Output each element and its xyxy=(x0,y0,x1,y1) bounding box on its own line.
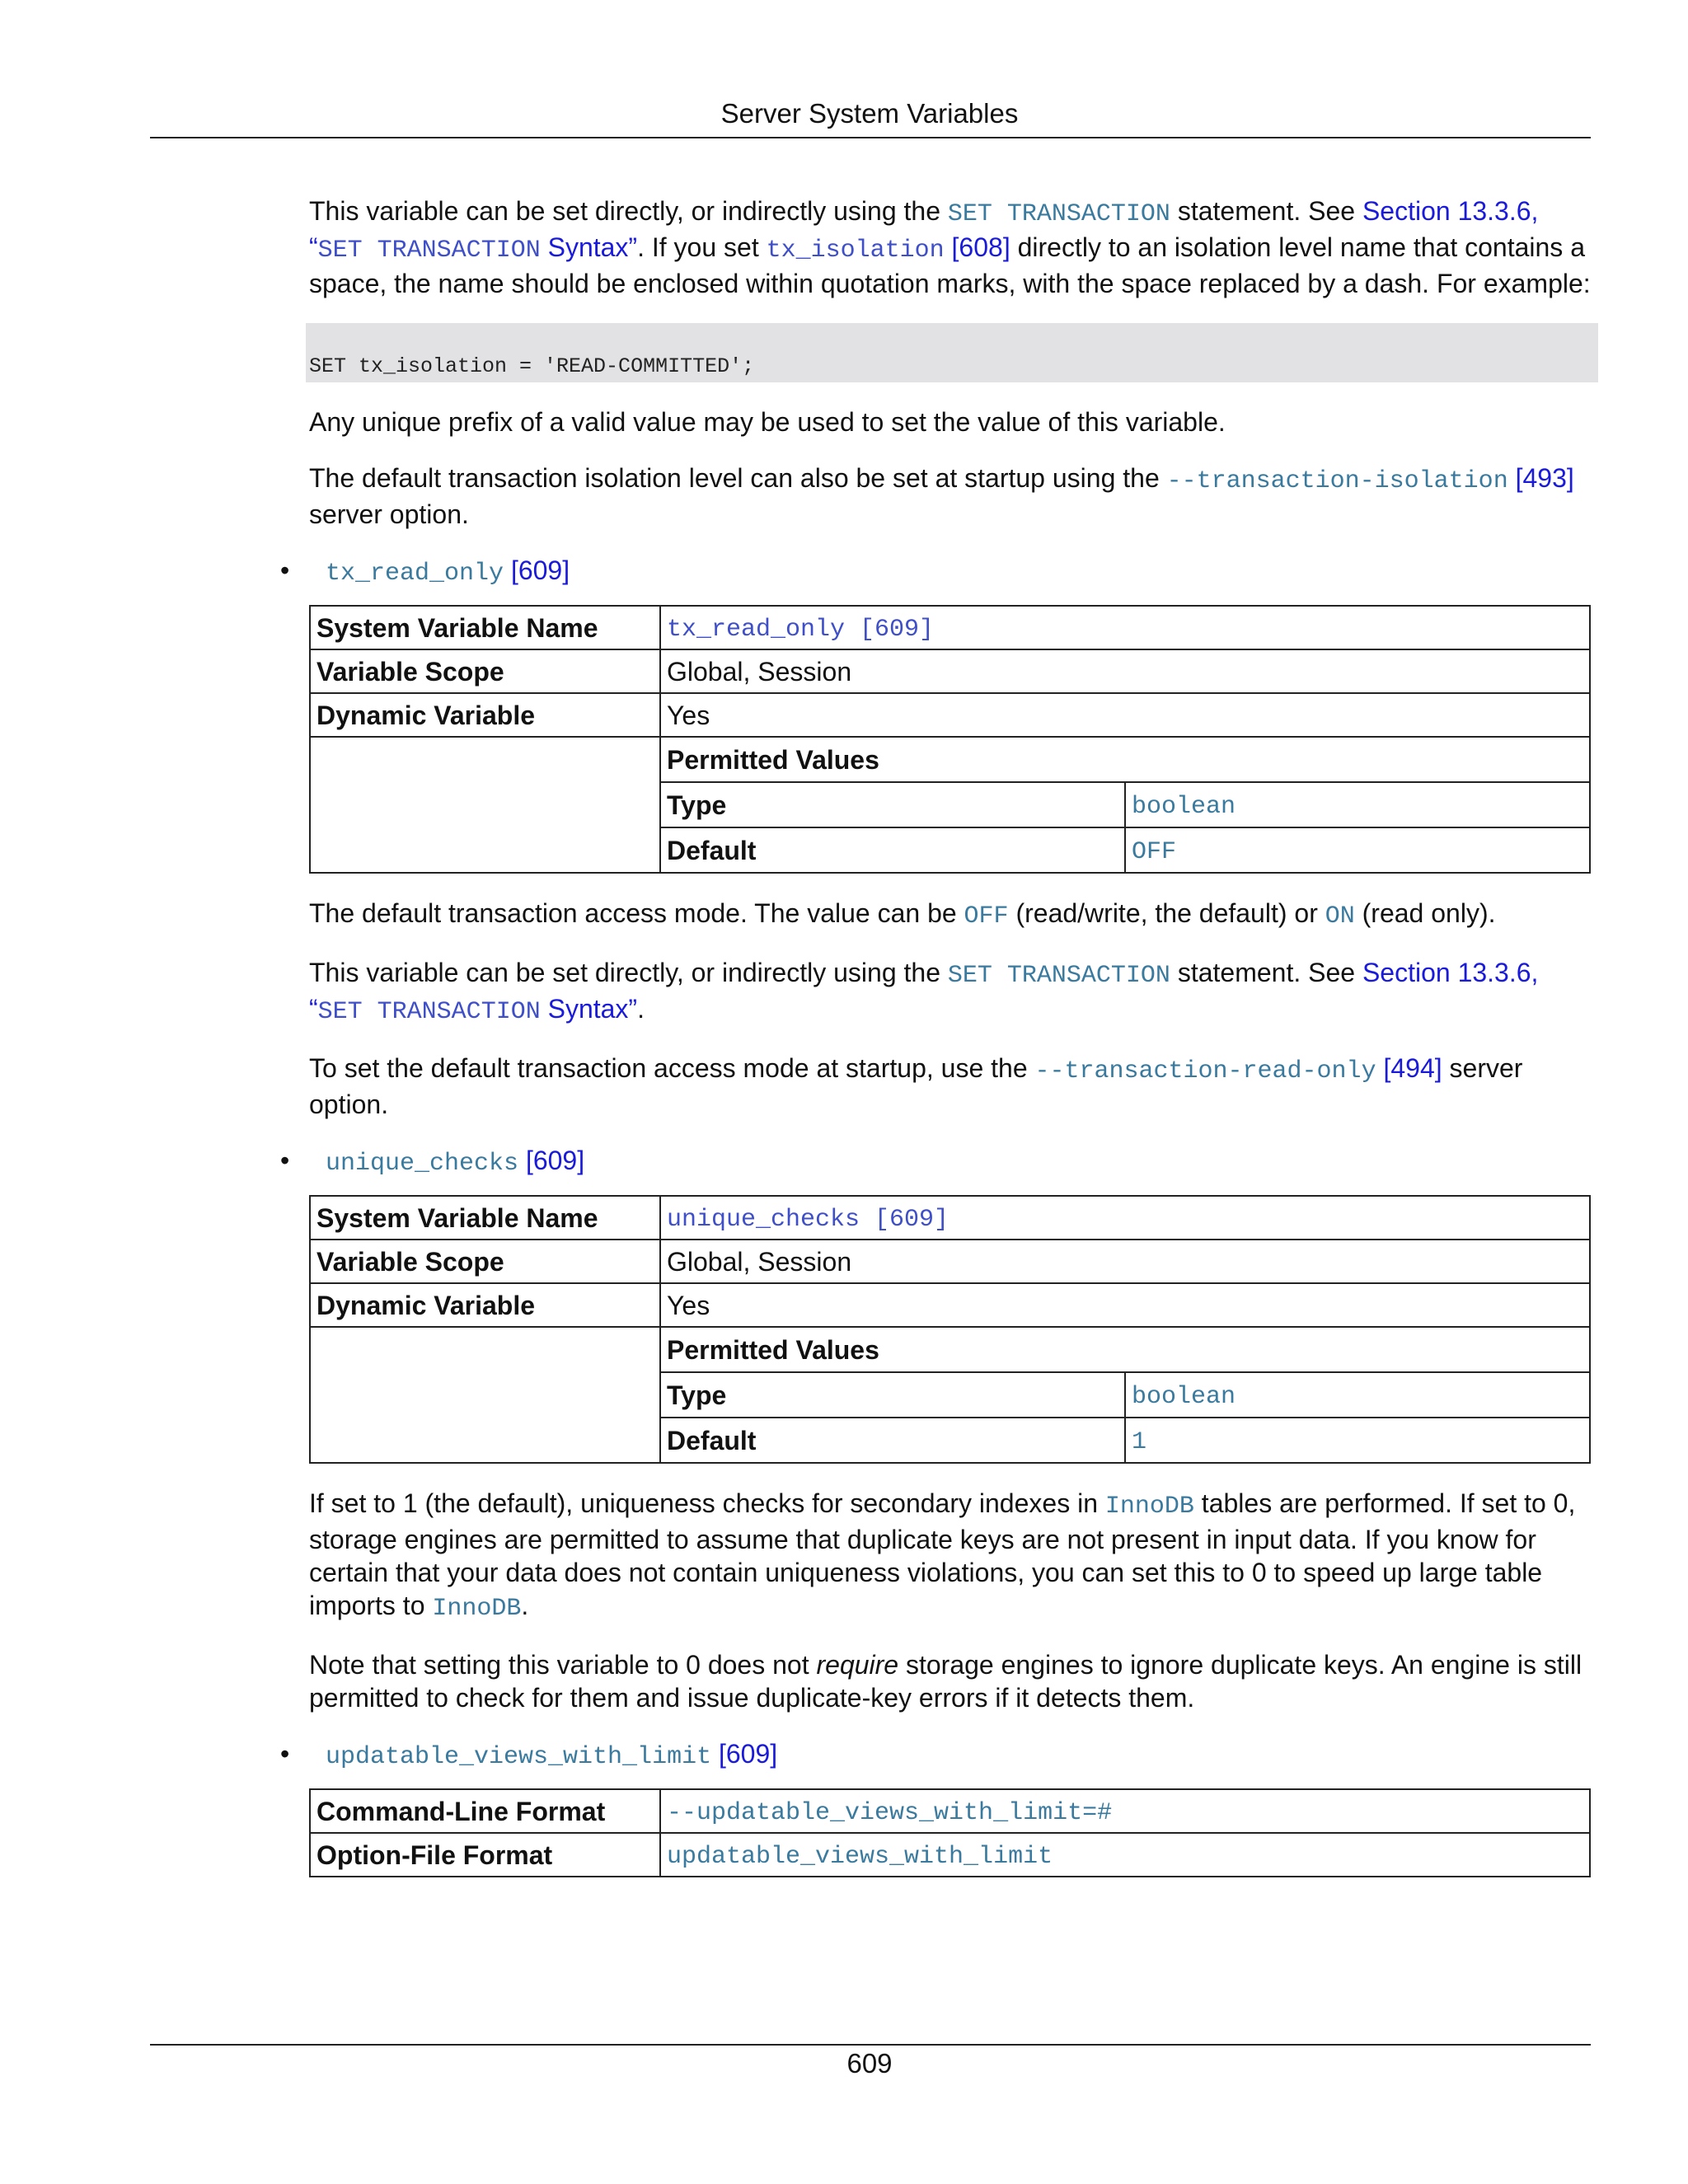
startup-paragraph: The default transaction isolation level can also be set at startup using the --transaction-isolation [493] server option. xyxy=(309,463,1574,529)
list-item xyxy=(280,1737,1595,1774)
variable-link[interactable]: unique_checks [609] xyxy=(667,1205,950,1234)
description-paragraph: This variable can be set directly, or indirectly using the SET TRANSACTION statement. See Section 13.3.6, “SET TRANSACTION Syntax”. xyxy=(309,958,1539,1026)
table-value: Yes xyxy=(660,1283,1590,1327)
table-label: Type xyxy=(661,1372,1125,1418)
page-ref-link[interactable]: [493] xyxy=(1515,463,1574,493)
code-inline: InnoDB xyxy=(1104,1493,1194,1521)
empty-cell xyxy=(310,1327,660,1463)
table-row xyxy=(310,1327,1590,1463)
option-link[interactable]: --transaction-read-only xyxy=(1034,1057,1376,1085)
description-paragraph: To set the default transaction access mode at startup, use the --transaction-read-only [494] server option. xyxy=(309,1053,1523,1119)
page-header-title: Server System Variables xyxy=(720,98,1019,129)
table-row xyxy=(310,606,1590,649)
table-row xyxy=(310,1283,1590,1327)
table-label: Command-Line Format xyxy=(310,1789,660,1833)
footer-rule xyxy=(150,2044,1591,2046)
description-paragraph: Note that setting this variable to 0 does not require storage engines to ignore duplicate keys. An engine is still permitted to check for them and issue duplicate-key errors if it detects them. xyxy=(309,1650,1582,1713)
table-value: Global, Session xyxy=(660,1240,1590,1283)
table-value: updatable_views_with_limit xyxy=(660,1833,1590,1877)
header-rule xyxy=(150,137,1591,138)
bullet-icon: • xyxy=(280,555,290,585)
table-row xyxy=(310,1789,1590,1833)
table-row xyxy=(310,737,1590,873)
variable-term[interactable]: unique_checks xyxy=(326,1150,519,1178)
page-ref-link[interactable]: [609] xyxy=(510,555,570,585)
permitted-values-cell xyxy=(660,737,1590,873)
variable-table xyxy=(309,1195,1591,1464)
description-paragraph: The default transaction access mode. The value can be OFF (read/write, the default) or ON (read only). xyxy=(309,898,1496,930)
table-label: System Variable Name xyxy=(310,1196,660,1240)
table-label: Default xyxy=(661,1418,1125,1462)
variable-link[interactable]: tx_read_only [609] xyxy=(667,615,935,644)
table-row xyxy=(310,1196,1590,1240)
variable-link[interactable]: tx_isolation xyxy=(766,237,945,265)
permitted-values-cell xyxy=(660,1327,1590,1463)
bullet-icon: • xyxy=(280,1146,290,1175)
page-ref-link[interactable]: [609] xyxy=(525,1146,585,1175)
table-label: Dynamic Variable xyxy=(310,1283,660,1327)
code-inline: OFF xyxy=(964,902,1009,930)
table-label: Variable Scope xyxy=(310,1240,660,1283)
table-value: Yes xyxy=(660,693,1590,737)
intro-paragraph: This variable can be set directly, or indirectly using the SET TRANSACTION statement. See Section 13.3.6, “SET TRANSACTION Syntax”. If you set tx_isolation [608] directly to an isolation level name that contains a space, the name should be enclosed within quotation marks, with the space replaced by a dash. For example: xyxy=(309,196,1591,298)
table-row xyxy=(310,1240,1590,1283)
table-value xyxy=(660,606,1590,649)
table-value: Global, Session xyxy=(660,649,1590,693)
table-value xyxy=(660,1196,1590,1240)
permitted-values-heading: Permitted Values xyxy=(661,738,1589,782)
description-paragraph: If set to 1 (the default), uniqueness checks for secondary indexes in InnoDB tables are performed. If set to 0, storage engines are permitted to assume that duplicate keys are not present in input data. If you know for certain that your data does not contain uniqueness violations, you can set this to 0 to speed up large table imports to InnoDB. xyxy=(309,1488,1576,1623)
table-label: Type xyxy=(661,782,1125,827)
list-item xyxy=(280,554,1595,590)
table-row xyxy=(310,693,1590,737)
prefix-paragraph: Any unique prefix of a valid value may be used to set the value of this variable. xyxy=(309,407,1226,437)
code-inline: SET TRANSACTION xyxy=(947,962,1170,990)
page-ref-link[interactable]: [494] xyxy=(1383,1053,1442,1083)
permitted-values-table xyxy=(661,1328,1589,1462)
table-row xyxy=(310,649,1590,693)
code-inline: InnoDB xyxy=(432,1595,522,1623)
variable-table xyxy=(309,605,1591,874)
empty-cell xyxy=(310,737,660,873)
code-example-text: SET tx_isolation = 'READ-COMMITTED'; xyxy=(309,354,755,378)
code-example xyxy=(306,323,1598,382)
emphasis: require xyxy=(816,1650,899,1680)
permitted-values-table xyxy=(661,738,1589,872)
section-link[interactable]: Section 13.3.6, “SET TRANSACTION Syntax” xyxy=(309,958,1539,1026)
option-link[interactable]: --transaction-isolation xyxy=(1166,467,1508,495)
table-label: Option-File Format xyxy=(310,1833,660,1877)
bullet-icon: • xyxy=(280,1739,290,1769)
table-label: System Variable Name xyxy=(310,606,660,649)
table-label: Variable Scope xyxy=(310,649,660,693)
table-value: OFF xyxy=(1132,837,1177,866)
code-inline: ON xyxy=(1325,902,1355,930)
table-label: Default xyxy=(661,827,1125,872)
list-item xyxy=(280,1144,1595,1180)
permitted-values-heading: Permitted Values xyxy=(661,1328,1589,1372)
code-inline: SET TRANSACTION xyxy=(947,200,1170,228)
table-value: boolean xyxy=(1125,782,1589,827)
table-label: Dynamic Variable xyxy=(310,693,660,737)
variable-table xyxy=(309,1788,1591,1877)
variable-term[interactable]: updatable_views_with_limit xyxy=(326,1743,712,1771)
table-value: 1 xyxy=(1132,1427,1147,1456)
table-row xyxy=(310,1833,1590,1877)
page-body xyxy=(280,194,1595,1900)
page-ref-link[interactable]: [608] xyxy=(951,232,1010,262)
table-value: --updatable_views_with_limit=# xyxy=(660,1789,1590,1833)
table-value: boolean xyxy=(1125,1372,1589,1418)
page-number: 609 xyxy=(846,2048,893,2079)
page-ref-link[interactable]: [609] xyxy=(718,1739,778,1769)
section-link[interactable]: Section 13.3.6, “SET TRANSACTION Syntax” xyxy=(309,196,1539,265)
variable-term[interactable]: tx_read_only xyxy=(326,560,504,588)
